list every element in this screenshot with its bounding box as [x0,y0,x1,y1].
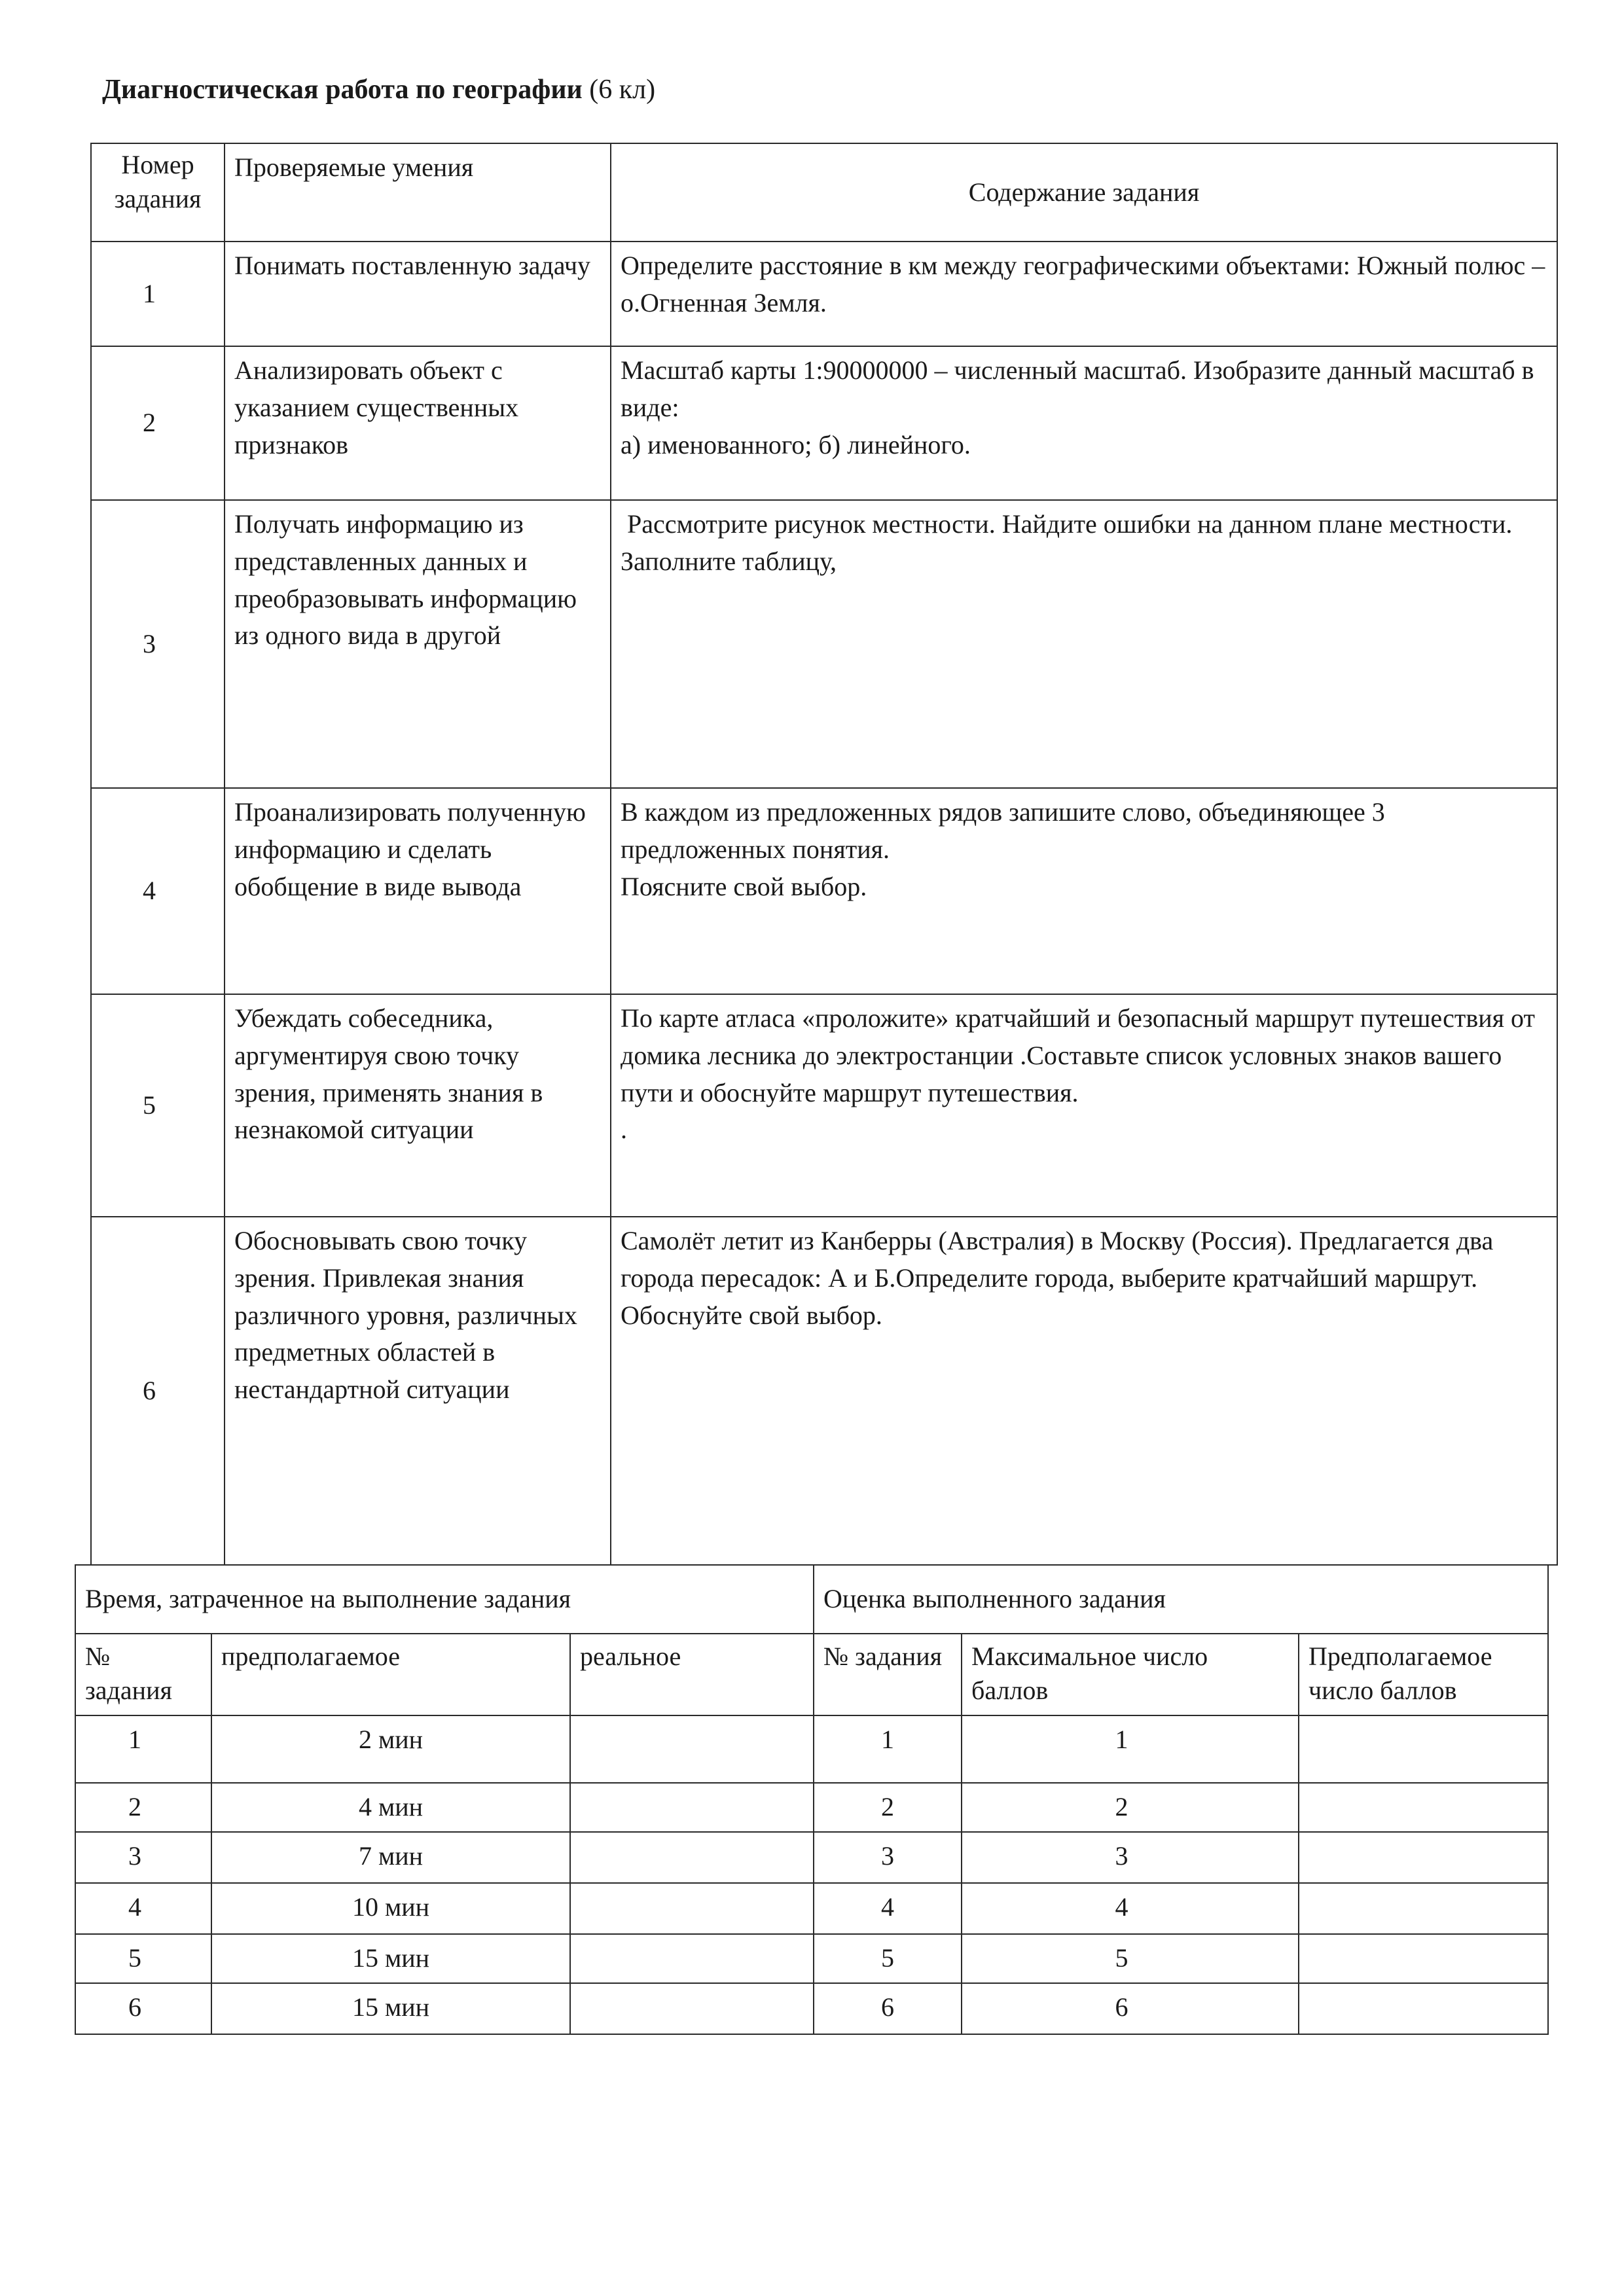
header-expected-points: Предполагаемое число баллов [1299,1634,1548,1715]
task-content: В каждом из предложенных рядов запишите слово, объединяющее 3 предложенных понятия. Поясните свой выбор. [611,788,1557,994]
row-expected-time: 10 мин [211,1883,570,1934]
row-task-number: 2 [75,1783,211,1832]
row-expected-points [1299,1832,1548,1883]
row-expected-time: 4 мин [211,1783,570,1832]
row-task-number-score: 6 [814,1983,962,2034]
task-number: 6 [91,1217,225,1565]
task-skill: Понимать поставленную задачу [225,242,611,346]
header-content: Содержание задания [611,143,1557,242]
task-skill: Получать информацию из представленных данных и преобразовывать информацию из одного вида в другой [225,500,611,788]
row-expected-time: 7 мин [211,1832,570,1883]
header-max-points: Максимальное число баллов [962,1634,1299,1715]
tasks-table [90,143,1558,1566]
task-skill: Убеждать собеседника, аргументируя свою точку зрения, применять знания в незнакомой ситуации [225,994,611,1217]
row-expected-time: 15 мин [211,1983,570,2034]
summary-row [75,1832,1548,1883]
summary-row [75,1883,1548,1934]
task-skill: Анализировать объект с указанием существенных признаков [225,346,611,500]
row-actual-time [570,1783,814,1832]
header-task-no-score: № задания [814,1634,962,1715]
task-number: 4 [91,788,225,994]
task-number: 1 [91,242,225,346]
summary-row [75,1983,1548,2034]
row-actual-time [570,1715,814,1783]
task-number: 5 [91,994,225,1217]
row-actual-time [570,1983,814,2034]
task-content: Самолёт летит из Канберры (Австралия) в Москву (Россия). Предлагается два города пересадок: А и Б.Определите города, выберите кратчайший маршрут. Обоснуйте свой выбор. [611,1217,1557,1565]
row-task-number: 6 [75,1983,211,2034]
task-row [91,346,1557,500]
row-expected-time: 15 мин [211,1934,570,1983]
row-task-number-score: 1 [814,1715,962,1783]
title-main: Диагностическая работа по географии [102,75,583,105]
row-task-number-score: 3 [814,1832,962,1883]
header-task-no: № задания [75,1634,211,1715]
header-task-number: Номер задания [91,143,225,242]
task-content: Рассмотрите рисунок местности. Найдите ошибки на данном плане местности. Заполните таблицу, [611,500,1557,788]
row-expected-time: 2 мин [211,1715,570,1783]
row-max-points: 2 [962,1783,1299,1832]
task-row [91,994,1557,1217]
row-expected-points [1299,1715,1548,1783]
page-title [102,73,655,106]
row-task-number: 3 [75,1832,211,1883]
header-actual-time: реальное [570,1634,814,1715]
task-content: Определите расстояние в км между географическими объектами: Южный полюс –о.Огненная Земля. [611,242,1557,346]
row-actual-time [570,1883,814,1934]
task-skill: Проанализировать полученную информацию и сделать обобщение в виде вывода [225,788,611,994]
row-max-points: 6 [962,1983,1299,2034]
task-row [91,788,1557,994]
row-task-number-score: 5 [814,1934,962,1983]
row-max-points: 4 [962,1883,1299,1934]
summary-row [75,1934,1548,1983]
row-task-number: 5 [75,1934,211,1983]
task-content: Масштаб карты 1:90000000 – численный масштаб. Изобразите данный масштаб в виде: а) именованного; б) линейного. [611,346,1557,500]
row-actual-time [570,1832,814,1883]
section-score: Оценка выполненного задания [814,1565,1548,1634]
row-actual-time [570,1934,814,1983]
task-number: 2 [91,346,225,500]
row-max-points: 3 [962,1832,1299,1883]
title-grade: (6 кл) [582,75,656,105]
row-expected-points [1299,1934,1548,1983]
summary-row [75,1783,1548,1832]
header-expected-time: предполагаемое [211,1634,570,1715]
summary-section-row [75,1565,1548,1634]
row-expected-points [1299,1883,1548,1934]
summary-header-row [75,1634,1548,1715]
row-max-points: 1 [962,1715,1299,1783]
task-row [91,242,1557,346]
header-skills: Проверяемые умения [225,143,611,242]
task-row [91,500,1557,788]
row-expected-points [1299,1983,1548,2034]
task-skill: Обосновывать свою точку зрения. Привлекая знания различного уровня, различных предметных областей в нестандартной ситуации [225,1217,611,1565]
task-content: По карте атласа «проложите» кратчайший и безопасный маршрут путешествия от домика лесника до электростанции .Составьте список условных знаков вашего пути и обоснуйте маршрут путешествия. . [611,994,1557,1217]
section-time-spent: Время, затраченное на выполнение задания [75,1565,814,1634]
row-task-number: 4 [75,1883,211,1934]
row-task-number: 1 [75,1715,211,1783]
row-expected-points [1299,1783,1548,1832]
row-max-points: 5 [962,1934,1299,1983]
row-task-number-score: 4 [814,1883,962,1934]
task-number: 3 [91,500,225,788]
tasks-header-row [91,143,1557,242]
summary-table [75,1564,1549,2035]
summary-row [75,1715,1548,1783]
row-task-number-score: 2 [814,1783,962,1832]
task-row [91,1217,1557,1565]
